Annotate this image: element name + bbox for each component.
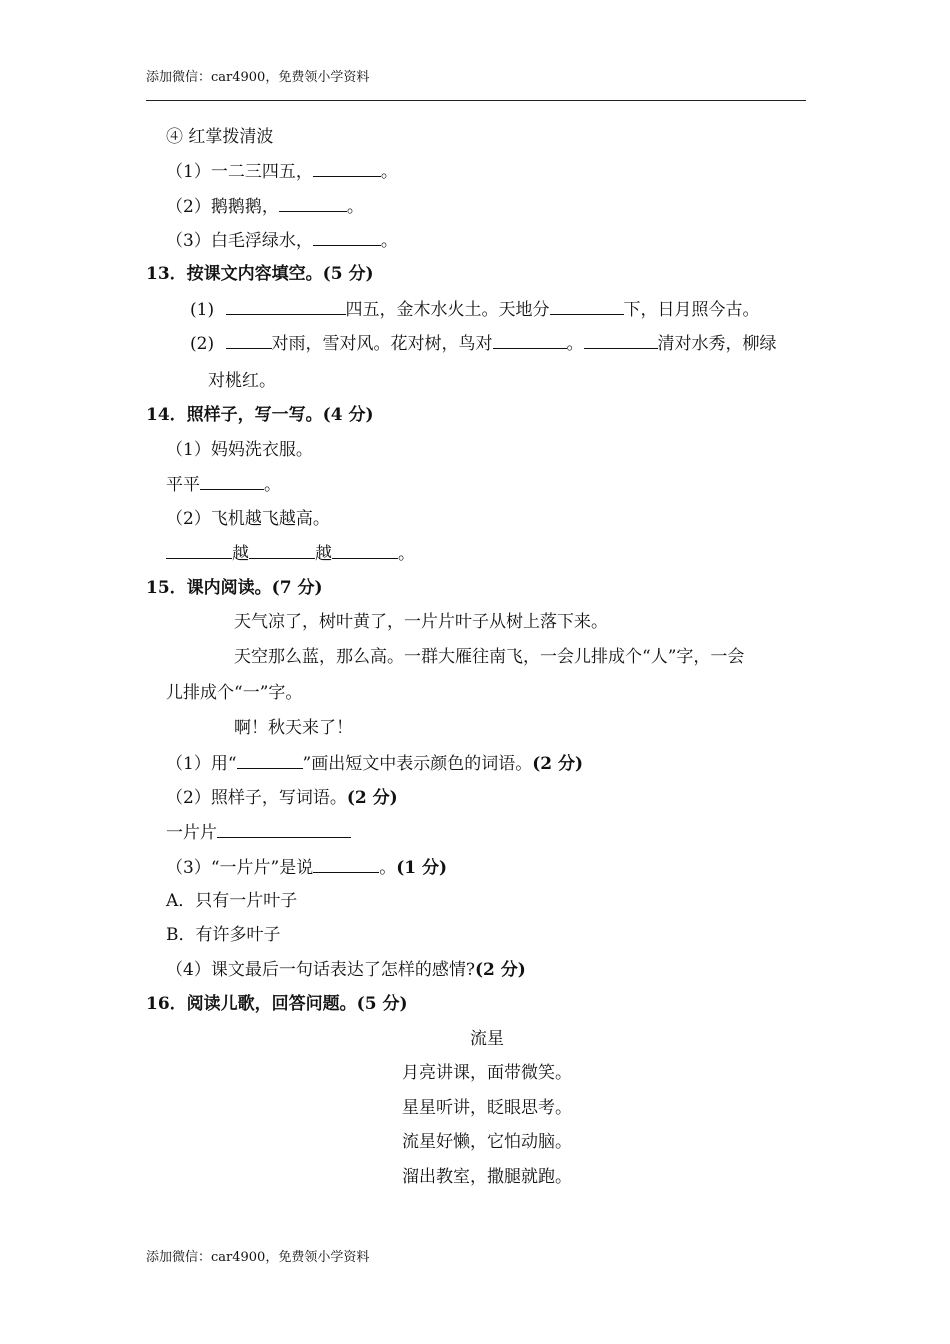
q15-sub-3-text: （3）“一片片”是说 (166, 858, 314, 878)
answer-blank[interactable] (493, 332, 567, 349)
score-label: (1 分) (396, 858, 448, 878)
passage-para-3: 啊！秋天来了！ (234, 718, 353, 738)
q12-item-3-text: （3）白毛浮绿水， (166, 231, 313, 251)
q15-sub-3 (166, 856, 447, 879)
q13-line-2-end: 清对水秀，柳绿 (657, 334, 777, 354)
q13-line-2 (190, 332, 777, 355)
answer-blank[interactable] (313, 856, 379, 873)
answer-blank[interactable] (226, 332, 272, 349)
q13-num-1: (1) (190, 300, 215, 320)
poem-line: 溜出教室，撒腿就跑。 (402, 1167, 572, 1187)
q15-sub-4-text: （4）课文最后一句话表达了怎样的感情? (166, 960, 475, 980)
q14-answer-2 (166, 542, 415, 565)
answer-blank[interactable] (200, 473, 264, 490)
header-rule (146, 100, 806, 101)
q16-title: 16．阅读儿歌，回答问题。(5 分) (146, 994, 408, 1014)
q13-num-2: (2) (190, 334, 215, 354)
q14-example-1: （1）妈妈洗衣服。 (166, 440, 313, 460)
q14-title: 14．照样子，写一写。(4 分) (146, 405, 374, 425)
q12-item-3 (166, 229, 398, 252)
answer-blank[interactable] (332, 542, 398, 559)
answer-blank[interactable] (313, 229, 381, 246)
score-label: (2 分) (346, 788, 398, 808)
answer-blank[interactable] (249, 542, 315, 559)
q12-item-1 (166, 160, 398, 183)
answer-blank[interactable] (584, 332, 658, 349)
q13-line-3: 对桃红。 (208, 371, 276, 391)
poem-line: 月亮讲课，面带微笑。 (402, 1063, 572, 1083)
passage-para-2a: 天空那么蓝，那么高。一群大雁往南飞，一会儿排成个“人”字，一会 (234, 647, 745, 667)
q12-item-2 (166, 195, 364, 218)
q14-answer-1 (166, 473, 281, 496)
poem-line: 星星听讲，眨眼思考。 (402, 1098, 572, 1118)
option-a[interactable]: A．只有一片叶子 (166, 891, 298, 911)
q12-item-1-text: （1）一二三四五， (166, 162, 313, 182)
q12-item-2-text: （2）鹅鹅鹅， (166, 197, 279, 217)
q15-sub-2-text: （2）照样子，写词语。 (166, 788, 347, 808)
q14-example-2: （2）飞机越飞越高。 (166, 509, 330, 529)
page-header: 添加微信：car4900，免费领小学资料 (146, 70, 370, 85)
q15-sub-1 (166, 752, 583, 775)
answer-blank[interactable] (217, 821, 351, 838)
answer-blank[interactable] (279, 195, 347, 212)
yue-char: 越 (232, 544, 249, 564)
q15-sub-4 (166, 959, 526, 981)
q13-line-1-end: 下，日月照今古。 (623, 300, 760, 320)
q15-sub-1-text-end: ”画出短文中表示颜色的词语。 (302, 754, 533, 774)
option-b[interactable]: B．有许多叶子 (166, 925, 281, 945)
poem-title: 流星 (470, 1029, 504, 1049)
poem-title-4: ④ 红掌拨清波 (166, 127, 274, 147)
q13-title: 13．按课文内容填空。(5 分) (146, 264, 374, 284)
q15-title: 15．课内阅读。(7 分) (146, 578, 323, 598)
q15-sub-2 (166, 787, 398, 809)
page-footer: 添加微信：car4900，免费领小学资料 (146, 1250, 370, 1265)
q14-answer-1-end: 。 (264, 475, 281, 495)
q13-line-1-text: 四五，金木水火土。天地分 (345, 300, 550, 320)
score-label: (2 分) (474, 960, 526, 980)
q13-line-2-text: 对雨，雪对风。花对树，鸟对 (271, 334, 493, 354)
passage-para-1: 天气凉了，树叶黄了，一片片叶子从树上落下来。 (234, 612, 608, 632)
q12-item-3-end: 。 (380, 231, 398, 251)
q15-sub-2-answer (166, 821, 351, 844)
q12-item-1-end: 。 (380, 162, 398, 182)
yue-char: 越 (315, 544, 332, 564)
q15-sub-2-answer-text: 一片片 (166, 823, 217, 843)
q15-sub-1-text: （1）用“ (166, 754, 237, 774)
poem-line: 流星好懒，它怕动脑。 (402, 1132, 572, 1152)
answer-blank[interactable] (166, 542, 232, 559)
q14-answer-1-text: 平平 (166, 475, 200, 495)
passage-para-2b: 儿排成个“一”字。 (166, 683, 303, 703)
answer-blank[interactable] (550, 298, 624, 315)
answer-blank[interactable] (237, 752, 303, 769)
q15-sub-3-end: 。 (379, 858, 397, 878)
q12-item-2-end: 。 (346, 197, 364, 217)
q14-answer-2-end: 。 (398, 544, 415, 564)
q13-line-2-mid: 。 (566, 334, 584, 354)
answer-blank[interactable] (226, 298, 346, 315)
score-label: (2 分) (532, 754, 584, 774)
q13-line-1 (190, 298, 760, 321)
answer-blank[interactable] (313, 160, 381, 177)
